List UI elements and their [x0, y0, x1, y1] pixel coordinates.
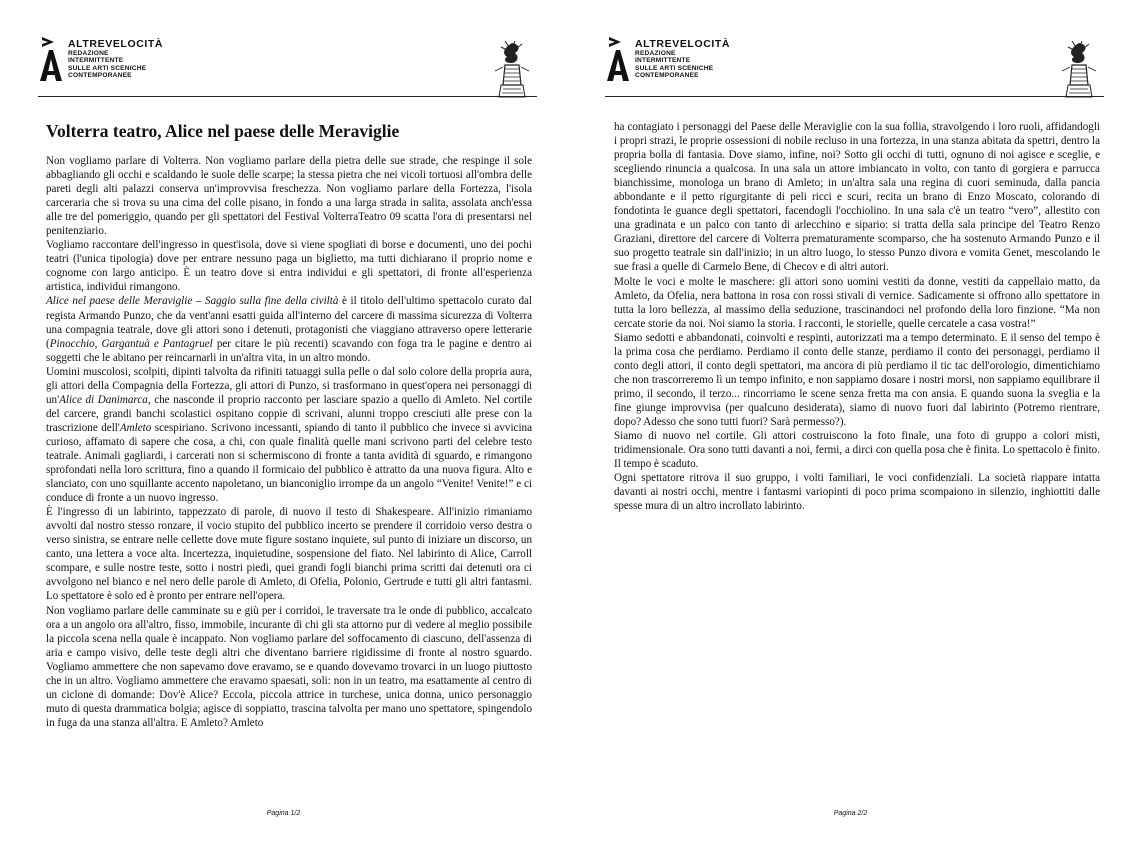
page-number: Pagina 2/2 — [833, 810, 868, 817]
paragraph: Vogliamo raccontare dell'ingresso in quest'isola, dove si viene spogliati di borse e documenti, uno dei pochi teatri (l'unica tipologia) dove per entrare nessuno paga un biglietto, ma tutti dichiarano il proprio nome e cognome con largo anticipo. È un teatro dove si entra individui e gli spettatori, di fronte all'esperienza artistica, individui rimangono. — [46, 239, 532, 294]
paragraph-text: Uomini muscolosi, scolpiti, dipinti talvolta da rifiniti tatuaggi sulla pelle o dal solo colore della propria aura, gli attori della Compagnia della Fortezza, gli attori di Punzo, si trasformano in quest'opera nei personaggi di un' — [46, 365, 532, 406]
article-body-page-1 — [46, 154, 532, 730]
paragraph: Siamo di nuovo nel cortile. Gli attori costruiscono la foto finale, una foto di gruppo a colori misti, tridimensionale. Ora sono tutti davanti a noi, fermi, a dirci con quella posa che è finita. Lo spettacolo è finito. Il tempo è scaduto. — [614, 430, 1100, 471]
brand-subtitle-3: SULLE ARTI SCENICHE — [635, 64, 714, 72]
paragraph: Non vogliamo parlare di Volterra. Non vogliamo parlare della pietra delle sue strade, che respinge il sole abbagliando gli occhi e scaldando le suole delle scarpe; la stessa pietra che nei vicoli tortuosi all'ombra delle pareti degli alti palazzi conserva un'improvvisa freschezza. Non vogliamo parlare della Fortezza, l'isola carceraria che si trova su una cima del colle pisano, in fondo a una larga strada in salita, assolata anch'essa alle tre del pomeriggio, quando per gli spettatori del Festival VolterraTeatro 09 scatta l'ora di presentarsi nel penitenziario. — [46, 155, 532, 238]
paragraph: Siamo sedotti e abbandonati, coinvolti e respinti, autorizzati ma a tempo determinato. E il senso del tempo è la prima cosa che perdiamo. Perdiamo il conto delle stanze, perdiamo il conto dei personaggi, perdiamo il conto degli attori, il conto degli spettatori, ma ancora di più perdiamo il tic tac dell'orologio, dimentichiamo che non trascorreremo lì un tempo infinito, e non sappiamo dosare i nostri morsi, non sappiamo equilibrare il primo, il secondo, il terzo... rincorriamo le scene senza fretta ma con ansia. E quando suona la sveglia e la fine giunge improvvisa (per qualcuno desiderata), siamo di nuovo fuori dal labirinto (Potremo rientrare, dopo? Adesso che sono tutti fuori? Sarà permesso?). — [614, 331, 1100, 428]
paragraph: È l'ingresso di un labirinto, tappezzato di parole, di nuovo il testo di Shakespeare. All'inizio rimaniamo avvolti dal nostro stesso ronzare, il vocio stupito del pubblico incerto se prendere il corridoio verso destra o verso sinistra, se entrare nelle cellette dove mute figure sostano inquiete, sul punto di iniziare un discorso, un canto, una lettera a voce alta. Incertezza, inquietudine, sospensione del fiato. Nel labirinto di Alice, Carroll scompare, e sulle nostre teste, sotto i nostri piedi, quei grandi fogli bianchi prima scritti dai detenuti ora ci avvolgono nel bianco e nel nero delle parole di Amleto, di Ofelia, Polonio, Gertrude e tutti gli altri fantasmi. Lo spettatore è solo ed è pronto per entrare nell'opera. — [46, 506, 532, 603]
brand-block — [68, 39, 163, 80]
altrevelocita-logo-icon — [605, 35, 631, 83]
italic-title: Alice nel paese delle Meraviglie – Saggio sulla fine della civiltà — [46, 295, 339, 308]
brand-block — [635, 39, 730, 80]
illustrated-figure-icon — [493, 41, 531, 99]
paragraph-text: per citare le più recenti) scavando con foga tra le pagine e dentro ai soggetti che le abitano per reincarnarli in un'altra vita, in un altro mondo. — [46, 337, 532, 364]
brand-subtitle-3: SULLE ARTI SCENICHE — [68, 64, 147, 72]
illustrated-figure-icon — [1060, 41, 1098, 99]
brand-subtitle-2: INTERMITTENTE — [635, 57, 691, 65]
brand-subtitle-4: CONTEMPORANEE — [68, 72, 132, 80]
paragraph: Ogni spettatore ritrova il suo gruppo, i volti familiari, le voci confidenziali. La società riappare intatta davanti ai nostri occhi, mentre i fantasmi variopinti di poco prima scompaiono in silenzio, inghiottiti dalle spesse mura di un altro incrollato labirinto. — [614, 472, 1100, 513]
brand-subtitle-1: REDAZIONE — [635, 50, 676, 57]
page-2 — [567, 0, 1134, 842]
paragraph-text: , che nasconde il proprio racconto per lasciare spazio a quello di Amleto. Nel cortile del carcere, grandi banchi scolastici ospitano coppie di scrivani, alunni troppo cresciuti alle prese con la trascrizione dell' — [46, 393, 532, 434]
paragraph — [46, 365, 532, 505]
article-body-page-2 — [614, 120, 1100, 513]
altrevelocita-logo-icon — [38, 35, 64, 83]
paragraph-text: scespiriano. Scrivono incessanti, spiando di tanto il pubblico che invece si avvicina curioso, affamato di sapere che cosa, a chi, con quale finalità quelle mani scrivono parti del celebre testo teatrale. Animali gagliardi, i carcerati non si schermiscono di fronte a tanta avidità di sguardo, e rimangono sprofondati nella loro scrittura, fino a quando il formicaio del pubblico è attratto da una nuova figura. Alto e slanciato, con uno squillante accento napoletano, un bianconiglio irrompe da un angolo “Venite! Venite!” e ci conduce di fronte a un nuovo ingresso. — [46, 421, 533, 505]
brand-subtitle-1: REDAZIONE — [68, 50, 109, 57]
italic-title: Amleto — [119, 421, 152, 434]
paragraph-text: è il titolo dell'ultimo spettacolo curato dal regista Armando Punzo, che da vent'anni esatti guida all'interno del carcere di massima sicurezza di Volterra una compagnia teatrale, dove gli attori sono i detenuti, protagonisti che viaggiano attraverso opere letterarie ( — [46, 295, 533, 350]
paragraph: ha contagiato i personaggi del Paese delle Meraviglie con la sua follia, stravolgendo i loro ruoli, affidandogli i propri strazi, le proprie ossessioni di nobile recluso in una fortezza, in una stanza abitata da spettri, dentro la propria bolla di fantasia. Dove siamo, infine, noi? Sotto gli occhi di tutti, ognuno di noi agisce e sceglie, e scegliendo rinuncia a qualcosa. In una sala un attore imbiancato in volto, con tanto di gorgiera e parrucca bianchissime, monologa un brano di Amleto; in un'altra sala una regina di cuori seminuda, dalla pancia abbondante e il petto rigurgitante di peli ricci e scuri, recita un brano di Enzo Moscato, colorando di fondotinta le guance degli spettatori, facendogli l'occhiolino. In una sala c'è un teatro “vero”, allestito con una gradinata e un palco con tanto di arlecchino e sipario: si tratta della sala principe del Teatro Renzo Graziani, direttore del carcere di Volterra prematuramente scomparso, che ha sostenuto Armando Punzo e il suo progetto teatrale sin dall'inizio; in un altro luogo, lo stesso Punzo divora e vomita Genet, mescolando le sue frasi a quelle di Carmelo Bene, di Checov e di altri autori. — [614, 121, 1100, 274]
page-header — [38, 35, 537, 97]
paragraph — [46, 294, 532, 364]
header-rule — [38, 96, 537, 97]
brand-name: ALTREVELOCITÀ — [635, 38, 731, 50]
page-header — [605, 35, 1104, 97]
italic-title: Alice di Danimarca — [59, 393, 148, 406]
brand-name: ALTREVELOCITÀ — [68, 38, 164, 50]
italic-title: Pinocchio, Gargantuà e Pantagruel — [49, 337, 213, 350]
brand-subtitle-4: CONTEMPORANEE — [635, 72, 699, 80]
header-rule — [605, 96, 1104, 97]
paragraph: Molte le voci e molte le maschere: gli attori sono uomini vestiti da donne, vestiti da cappellaio matto, da Amleto, da Ofelia, nera battona in rosa con rossi stivali di vernice. Sadicamente si offrono allo spettatore in tutta la loro bellezza, al massimo della seduzione, trascinandoci nel profondo della loro finzione. “Ma non cercate storie da noi. Noi siamo la storia. I racconti, le storielle, quelle cercatele a casa vostra!” — [614, 275, 1100, 330]
page-number: Pagina 1/2 — [266, 810, 301, 817]
article-title: Volterra teatro, Alice nel paese delle Meraviglie — [46, 121, 400, 141]
paragraph: Non vogliamo parlare delle camminate su e giù per i corridoi, le traversate tra le onde di pubblico, accalcato ora a un angolo ora all'altro, fisso, immobile, incurante di chi gli sta attorno pur di vedere al meglio possibile la piccola scena nella quale è incappato. Non vogliamo parlare del soffocamento di ciascuno, dell'assenza di aria e campo visivo, delle teste degli altri che diventano barriere rigidissime di fronte al nostro sguardo. Vogliamo ammettere che non sapevamo dove eravamo, se e quando dovevamo trovarci in un luogo piuttosto che in un altro. Vogliamo ammettere che eravamo spaesati, soli: non in un teatro, ma esattamente al centro di un ciclone di domande: Dov'è Alice? Eccola, piccola attrice in turchese, unica donna, unico personaggio muto di questa drammatica bolgia; agisce di soppiatto, trascina talvolta per mano uno spettatore, spingendolo in fuga da una stanza all'altra. E Amleto? Amleto — [46, 604, 532, 729]
brand-subtitle-2: INTERMITTENTE — [68, 57, 124, 65]
